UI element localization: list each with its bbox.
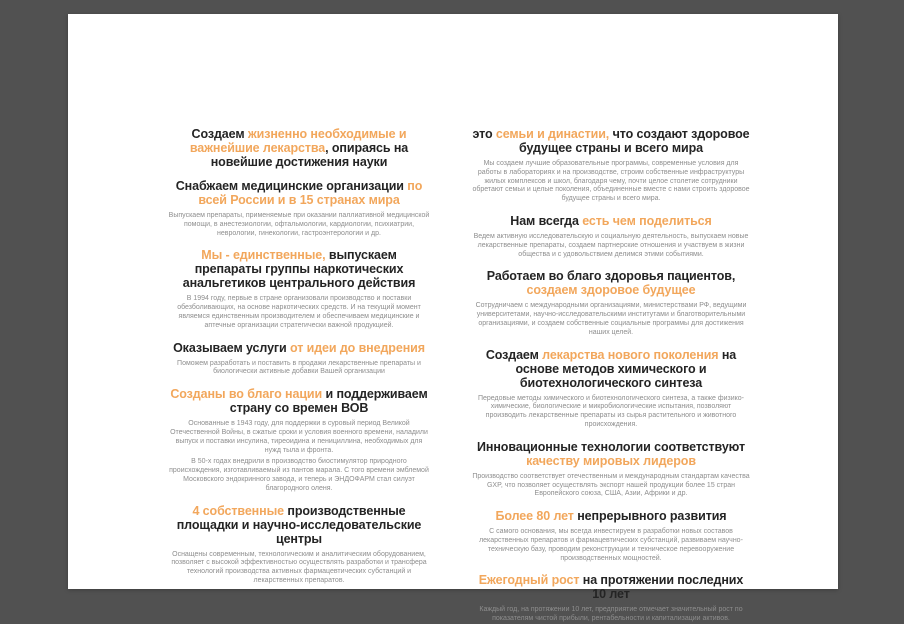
heading-segment: Мы - единственные,	[201, 248, 329, 263]
heading-segment: Оказываем услуги	[173, 340, 290, 355]
text-section-left-5	[168, 504, 430, 586]
section-body-paragraph: С самого основания, мы всегда инвестируем в разработки новых составов лекарственных препаратов и фармацевтических субстанций, развиваем научно-техническую базу, проводим реконструкции и техническое перевооружение производственных мощностей.	[479, 528, 743, 562]
heading-segment: выпускаем препараты группы наркотических анальгетиков центрального действия	[182, 248, 416, 291]
section-heading	[472, 509, 750, 523]
text-section-right-2	[472, 269, 750, 337]
section-heading	[472, 214, 750, 228]
heading-segment: создаем здоровое будущее	[526, 283, 696, 298]
heading-segment: Создаем	[191, 127, 248, 141]
section-heading	[168, 127, 430, 169]
section-heading	[472, 573, 750, 601]
text-section-right-3	[472, 348, 750, 430]
content-columns	[68, 14, 838, 623]
section-body-paragraph: Мы создаем лучшие образовательные программы, современные условия для работы в лабораториях и на производстве, строим собственные инфраструктуры жилых комплексов и школ, благодаря чему, почти целое столетие сотрудники обретают семьи и целые поколения, объединенные вместе с нами строить здоровое будущее страны и всего мира.	[472, 160, 750, 203]
section-heading	[472, 348, 750, 390]
heading-segment: производственные площадки и научно-исследовательские центры	[176, 503, 422, 546]
heading-segment: Создаем	[485, 347, 543, 362]
heading-segment: это	[472, 127, 496, 141]
heading-segment: от идеи до внедрения	[290, 340, 425, 355]
section-heading	[168, 248, 430, 290]
text-section-left-3	[168, 341, 430, 378]
text-section-left-1	[168, 179, 430, 238]
heading-segment: Инновационные технологии соответствуют	[477, 439, 745, 454]
section-body-paragraph: Поможем разработать и поставить в продажи лекарственные препараты и биологически активные добавки Вашей организации	[177, 359, 421, 376]
heading-segment: Нам всегда	[510, 213, 583, 228]
heading-segment: качеству мировых лидеров	[526, 453, 696, 468]
heading-segment: на основе методов химического и биотехнологического синтеза	[515, 347, 737, 390]
column-left	[168, 127, 430, 589]
section-heading	[168, 179, 430, 207]
heading-segment: , опираясь на новейшие достижения науки	[210, 141, 409, 169]
text-section-left-2	[168, 248, 430, 330]
section-body-paragraph: Производство соответствует отечественным и международным стандартам качества GXP, что позволяет осуществлять экспорт нашей продукции более 15 стран Европейского союза, США, Азии, Африки и др.	[472, 472, 750, 498]
section-heading	[168, 341, 430, 355]
heading-segment: Более 80 лет	[495, 509, 578, 524]
text-section-right-0	[472, 127, 750, 204]
section-heading	[472, 269, 750, 297]
heading-segment: 4 собственные	[192, 503, 288, 518]
text-section-right-5	[472, 509, 750, 563]
text-section-right-1	[472, 214, 750, 259]
text-section-left-4	[168, 387, 430, 493]
text-section-right-6	[472, 573, 750, 624]
section-body-paragraph: Выпускаем препараты, применяемые при оказании паллиативной медицинской помощи, в анестезиологии, офтальмологии, кардиологии, психиатрии, неврологии, гинекологии, гастроэнтерологии и др.	[168, 212, 430, 237]
heading-segment: Созданы во благо нации	[170, 387, 323, 402]
section-heading	[168, 504, 430, 546]
heading-segment: жизненно необходимые и важнейшие лекарства	[189, 127, 407, 155]
heading-segment: что создают здоровое будущее страны и всего мира	[519, 127, 750, 155]
heading-segment: по всей России и в 15 странах мира	[198, 179, 423, 207]
heading-segment: Работаем во благо здоровья пациентов,	[486, 269, 736, 284]
heading-segment: лекарства нового поколения	[542, 347, 722, 362]
heading-segment: на протяжении последних 10 лет	[582, 573, 744, 602]
text-section-right-4	[472, 440, 750, 499]
text-section-left-0	[168, 127, 430, 169]
heading-segment: Снабжаем медицинские организации	[175, 179, 408, 193]
section-heading	[168, 387, 430, 415]
section-body-paragraph: Основанные в 1943 году, для поддержки в суровый период Великой Отечественной Войны, в сжатые сроки и условия военного времени, наладили выпуск и поставки инсулина, тиреоидина и пенициллина, необходимых для нужд тыла и фронта.	[170, 420, 428, 454]
heading-segment: и поддерживаем страну со времен ВОВ	[229, 387, 428, 416]
section-body-paragraph: В 50-х годах внедрили в производство биостимулятор природного происхождения, изготавливаемый из пантов марала. С того времени эмблемой Московского эндокринного завода, и теперь и ЭНДОФАРМ стал силуэт благородного оленя.	[169, 458, 429, 492]
section-heading	[472, 440, 750, 468]
section-body-paragraph: Оснащены современным, технологическим и аналитическим оборудованием, позволяет с высокой эффективностью осуществлять разработки и трансфера технологий производства активных фармацевтических субстанций и лекарственных препаратов.	[171, 550, 427, 584]
column-right	[472, 127, 750, 623]
heading-segment: Ежегодный рост	[478, 573, 583, 588]
heading-segment: есть чем поделиться	[582, 213, 712, 228]
section-body-paragraph: Передовые методы химического и биотехнологического синтеза, а также физико-химические, биологические и микробиологические испытания, позволяют производить лекарственные препараты из сырья растительного и животного происхождения.	[477, 394, 744, 428]
document-page	[68, 14, 838, 623]
section-body-paragraph: Сотрудничаем с международными организациями, министерствами РФ, ведущими университетами, научно-исследовательскими институтами и благотворительными организациями, и создаем собственные социальные программы для достижения наших целей.	[475, 302, 747, 336]
section-body-paragraph: Ведем активную исследовательскую и социальную деятельность, выпускаем новые лекарственные препараты, создаем партнерские отношения и участвуем в жизни общества и с удовольствием делимся этими событиями.	[473, 232, 749, 258]
section-heading	[472, 127, 750, 155]
heading-segment: непрерывного развития	[577, 509, 727, 524]
section-body-paragraph: Каждый год, на протяжении 10 лет, предприятие отмечает значительный рост по показателям чистой прибыли, рентабельности и капитализации активов.	[479, 606, 743, 623]
section-body-paragraph: В 1994 году, первые в стране организовали производство и поставки обезболивающих, на основе наркотических средств. И на текущий момент являемся единственным производителем и обеспечиваем медицинские и аптечные организации стратегически важной продукцией.	[177, 295, 421, 329]
heading-segment: семьи и династии,	[495, 127, 613, 141]
